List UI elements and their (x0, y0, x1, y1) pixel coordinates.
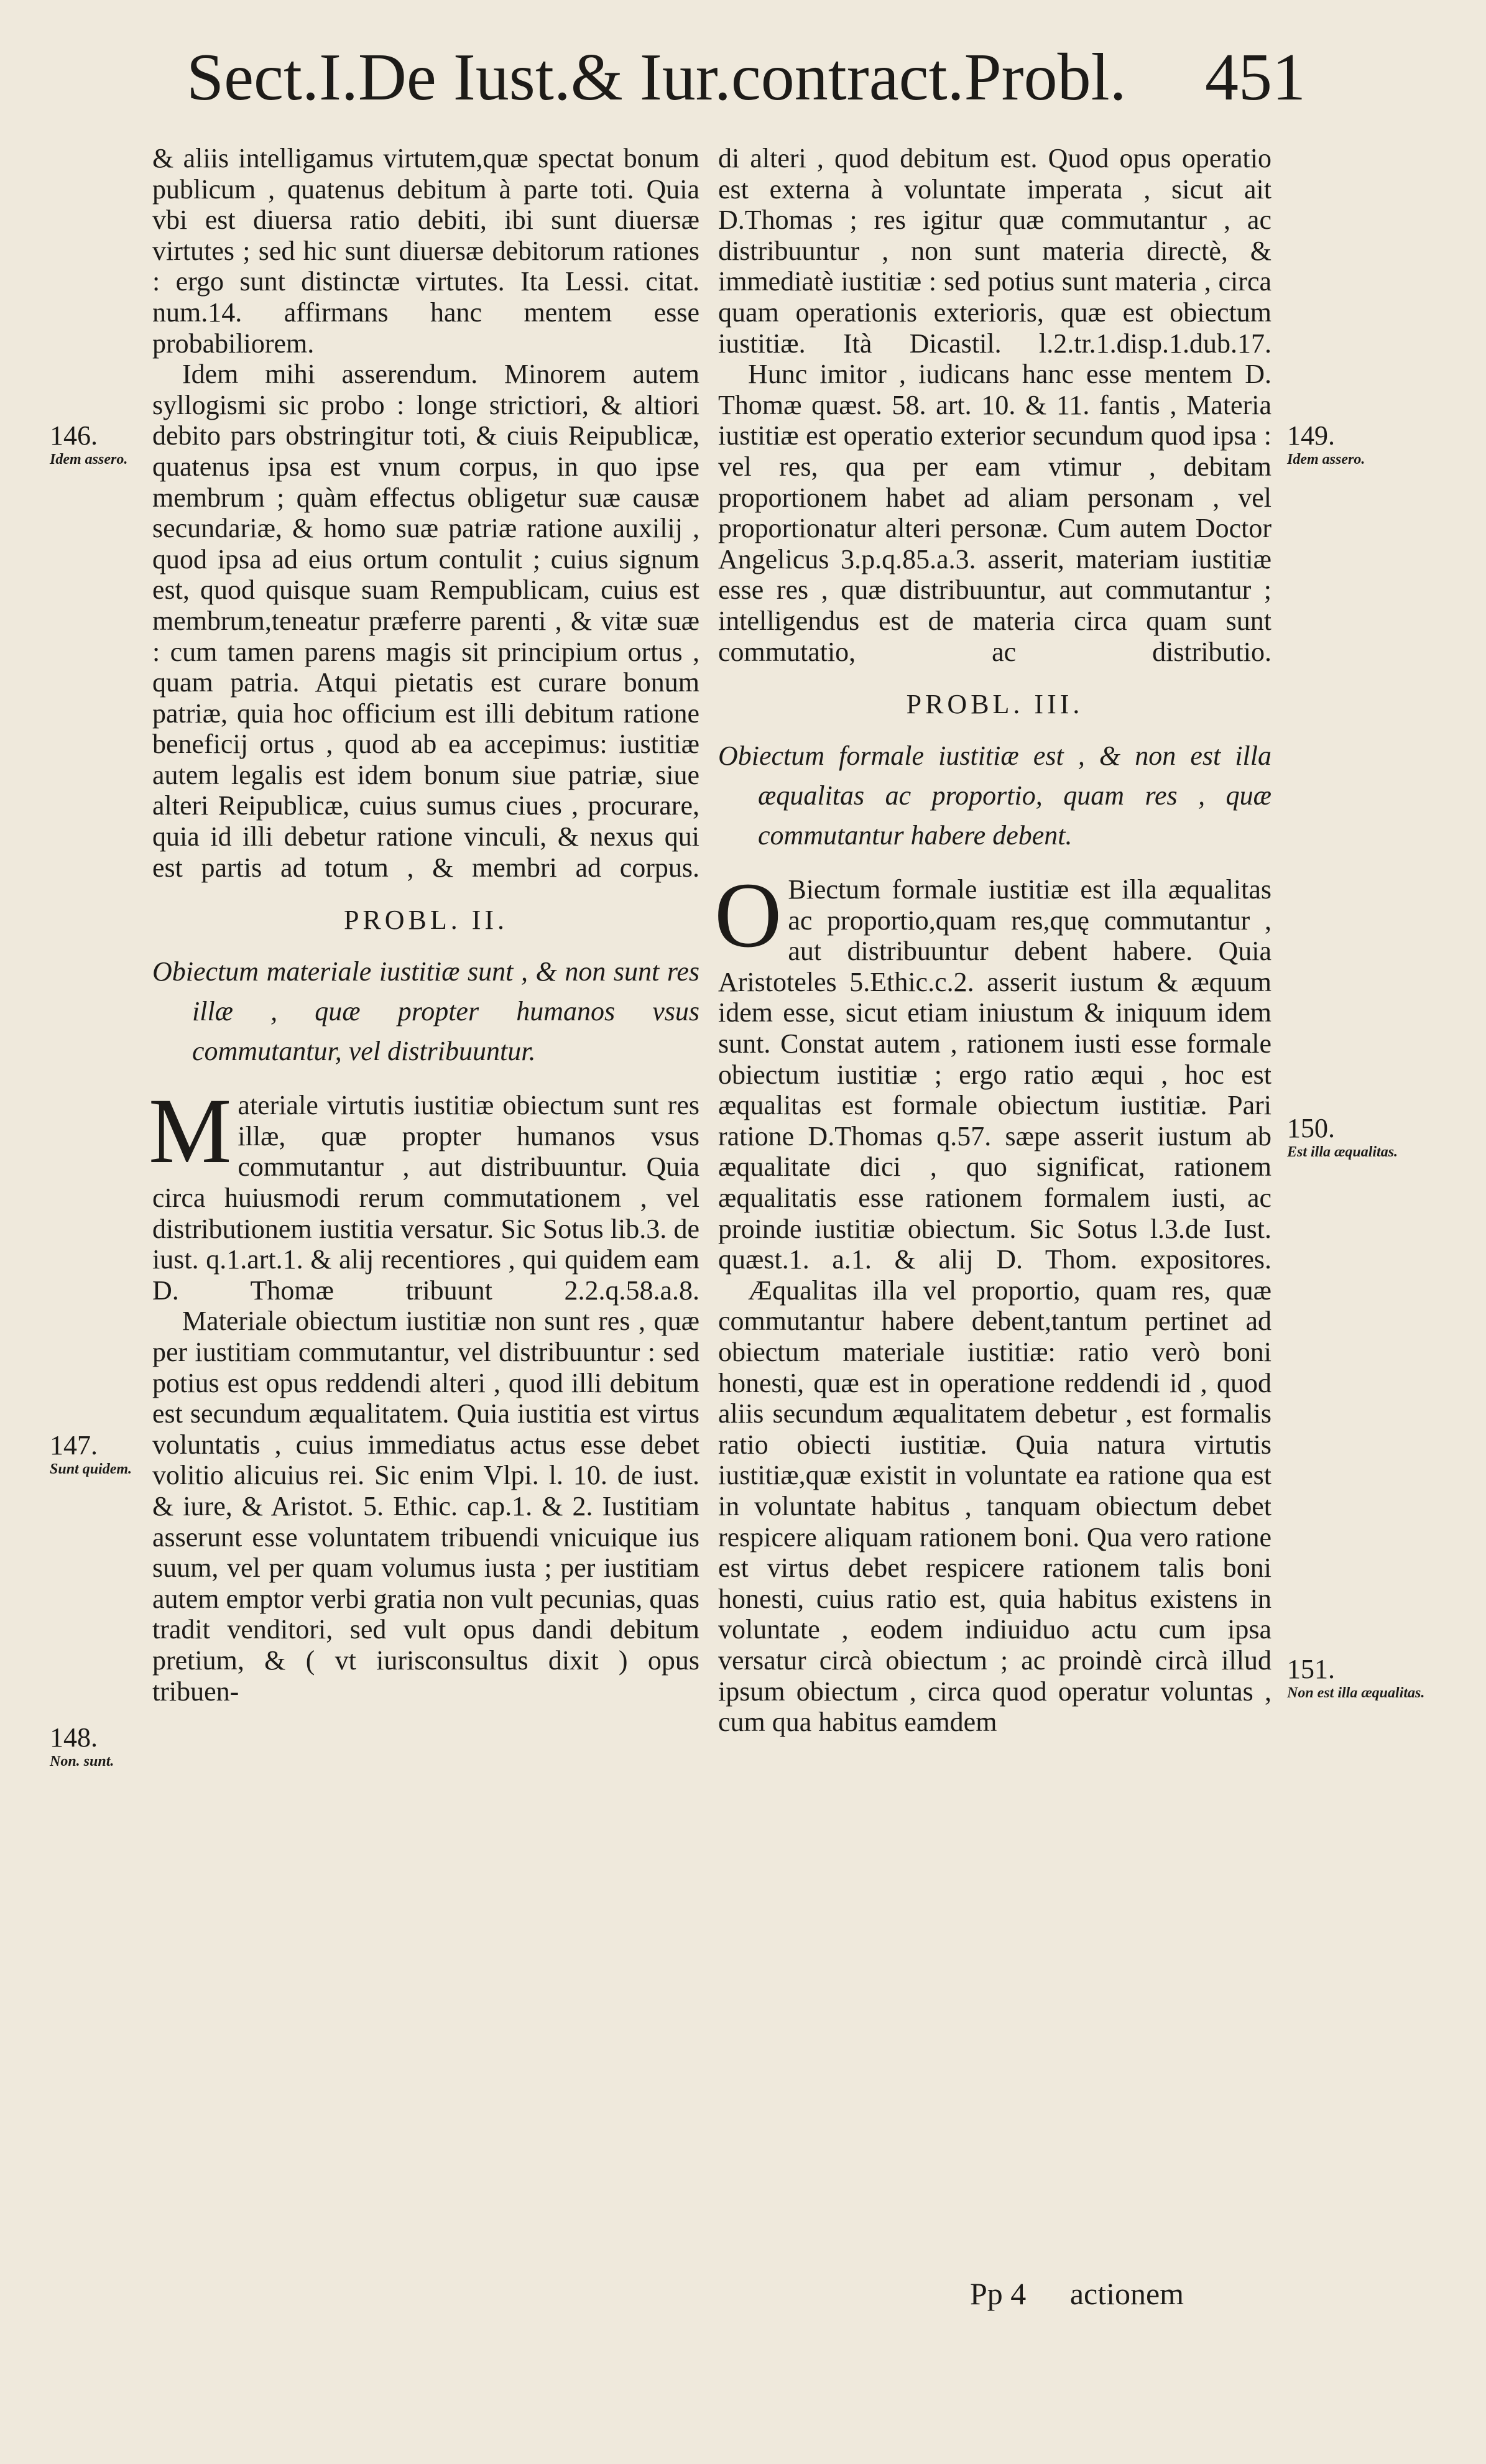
problem-2-title: PROBL. II. (343, 905, 509, 936)
page-footer (970, 2276, 1220, 2312)
drop-capital: M (149, 1079, 232, 1183)
drop-capital: O (714, 864, 782, 967)
left-paragraph-2: Idem mihi asserendum. Minorem autem syllogismi sic probo : longe strictiori, & altiori debito pars obstringitur toti, & ciuis Reipublicæ, quatenus ipsa est vnum corpus, in quo ipse membrum ; quàm effectus obligetur suæ causæ secundariæ, & homo suæ patriæ ratione auxilij , quod ipsa ad eius ortum contulit ; cuius signum est, quod quisque suam Rempublicam, cuius est membrum,teneatur præferre parenti , & vitæ suæ : cum tamen parens magis sit principium ortus , quam patria. Atqui pietatis est curare bonum patriæ, quia hoc officium est illi debitum ratione beneficij ortus , quod ab ea accepimus: iustitiæ autem legalis est idem bonum siue patriæ, siue alteri Reipublicæ, cuius sumus ciues , procurare, quia id illi debetur ratione vinculi, & nexus qui est partis ad totum , & membri ad corpus. (152, 359, 699, 883)
signature-mark: Pp 4 (970, 2276, 1027, 2311)
catchword: actionem (1069, 2276, 1184, 2311)
margin-note-150: 150. Est illa æqualitas. (1287, 1113, 1398, 1160)
left-paragraph-3 (149, 1079, 699, 1306)
margin-note-148: 148. Non. sunt. (50, 1722, 114, 1770)
right-paragraph-4: Æqualitas illa vel proportio, quam res, quæ commutantur habere debent,tantum pertinet ad obiectum materiale iustitiæ: ratio verò boni honesti, quæ est in operatione reddendi id , quod aliis secundum æqualitatem debetur , est formalis ratio obiecti iustitiæ. Quia natura virtutis iustitiæ,quæ existit in voluntate ea ratione qua est in voluntate habitus , tanquam obiectum debet respicere aliquam rationem boni. Qua vero ratione est virtus debet respicere rationem talis boni honesti, cuius ratio est, quia habitus existens in voluntate , eodem indiuiduo actu cum ipsa versatur circà obiectum ; ac proindè circà illud ipsum obiectum , circa quod operatur voluntas , cum qua habitus eamdem (718, 1275, 1271, 1738)
margin-note-146: 146. Idem assero. (50, 420, 128, 468)
right-column (714, 143, 1271, 1738)
right-paragraph-1: di alteri , quod debitum est. Quod opus operatio est externa à voluntate imperata , sicut ait D.Thomas ; res igitur quæ commutantur , ac distribuuntur , non sunt materia directè, & immediatè iustitiæ : sed potius sunt materia , circa quam operationis exterioris, quæ est obiectum iustitiæ. Ità Dicastil. l.2.tr.1.disp.1.dub.17. (718, 143, 1271, 359)
left-column (149, 143, 699, 1707)
left-paragraph-4: Materiale obiectum iustitiæ non sunt res , quæ per iustitiam commutantur, vel distribuuntur : sed potius est opus reddendi alteri , quod illi debitum est secundum æqualitatem. Quia iustitia est virtus voluntatis , cuius immediatus actus esse debet volitio alicuius rei. Sic enim Vlpi. l. 10. de iust. & iure, & Aristot. 5. Ethic. cap.1. & 2. Iustitiam asserunt esse voluntatem tribuendi vnicuique ius suum, vel per quam volumus iusta ; per iustitiam autem emptor verbi gratia non vult pecunias, quas tradit venditori, sed vult opus dandi debitum pretium, & ( vt iurisconsultus dixit ) opus tribuen- (152, 1306, 699, 1707)
margin-note-151: 151. Non est illa æqualitas. (1287, 1654, 1425, 1701)
running-title: Sect.I.De Iust.& Iur.contract.Probl. (187, 40, 1127, 114)
left-paragraph-3-text: ateriale virtutis iustitiæ obiectum sunt res illæ, quæ propter humanos vsus commutantur , aut distribuuntur. Quia circa huiusmodi rerum commutationem , vel distributionem iustitia versatur. Sic Sotus lib.3. de iust. q.1.art.1. & alij recentiores , qui quidem eam D. Thomæ tribuunt 2.2.q.58.a.8. (152, 1090, 699, 1306)
margin-note-147: 147. Sunt quidem. (50, 1430, 132, 1477)
page-number: 451 (1205, 40, 1306, 114)
right-paragraph-2: Hunc imitor , iudicans hanc esse mentem D. Thomæ quæst. 58. art. 10. & 11. fantis , Materia iustitiæ est operatio exterior secundum quod ipsa : vel res, qua per eam vtimur , debitam proportionem habet ad aliam personam , vel proportionatur alteri personæ. Cum autem Doctor Angelicus 3.p.q.85.a.3. asserit, materiam iustitiæ esse res , quæ distribuuntur, aut commutantur ; intelligendus est de materia circa quam sunt commutatio, ac distributio. (718, 359, 1271, 667)
margin-note-149: 149. Idem assero. (1287, 420, 1365, 468)
problem-3-title: PROBL. III. (906, 689, 1084, 720)
left-paragraph-1: & aliis intelligamus virtutem,quæ spectat bonum publicum , quatenus debitum à parte toti. Quia vbi est diuersa ratio debiti, ibi sunt diuersæ virtutes ; sed hic sunt diuersæ debitorum rationes : ergo sunt distinctæ virtutes. Ita Lessi. citat. num.14. affirmans hanc mentem esse probabiliorem. (152, 143, 699, 359)
right-paragraph-3-text: Biectum formale iustitiæ est illa æqualitas ac proportio,quam res,quę commutantur , aut distribuuntur debent habere. Quia Aristoteles 5.Ethic.c.2. asserit iustum & æquum idem esse, sicut etiam iniustum & iniquum idem sunt. Constat autem , rationem iusti esse formale obiectum iustitiæ ; ergo ratio æqui , hoc est æqualitas est formale obiectum iustitiæ. Pari ratione D.Thomas q.57. sæpe asserit iustum ab æqualitate dici , quo significat, rationem æqualitatis esse rationem formalem iusti, ac proinde iustitiæ obiectum. Sic Sotus l.3.de Iust. quæst.1. a.1. & alij D. Thom. expositores. (718, 874, 1271, 1275)
problem-3-thesis: Obiectum formale iustitiæ est , & non est illa æqualitas ac proportio, quam res , quæ commutantur habere debent. (718, 741, 1271, 851)
running-header (187, 31, 1306, 124)
right-paragraph-3 (714, 864, 1271, 1275)
problem-2-thesis: Obiectum materiale iustitiæ sunt , & non sunt res illæ , quæ propter humanos vsus commutantur, vel distribuuntur. (152, 956, 699, 1067)
